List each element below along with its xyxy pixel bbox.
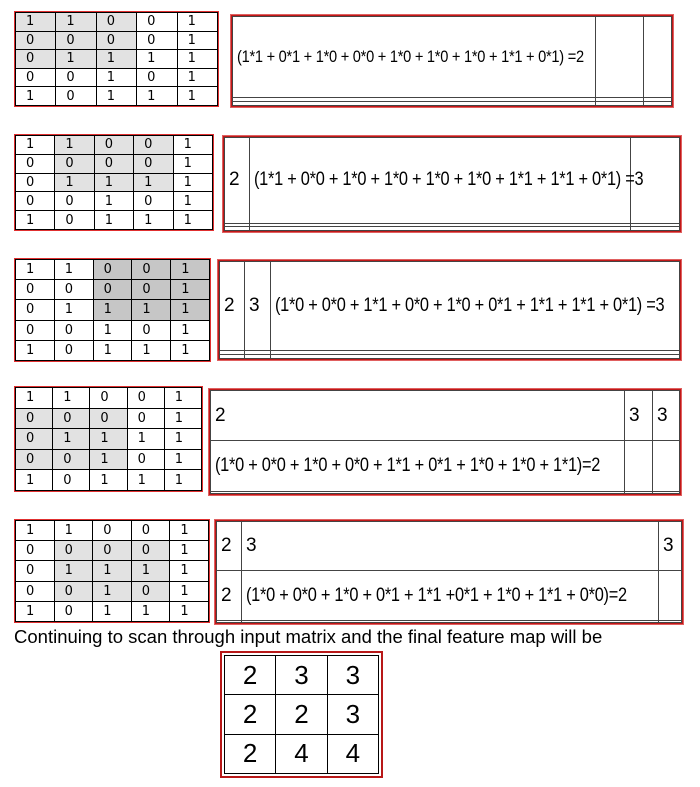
feature-map-step-4 — [209, 389, 681, 495]
cell: 0 — [93, 280, 132, 300]
cell: 1 — [16, 260, 55, 280]
cell: 1 — [96, 87, 136, 106]
final-cell: 2 — [225, 734, 276, 773]
cell: 0 — [137, 31, 177, 50]
cell: 0 — [127, 408, 164, 429]
cell: 1 — [137, 87, 177, 106]
feature-cell — [250, 138, 644, 224]
cell: 1 — [56, 13, 96, 32]
cell: 1 — [132, 300, 171, 320]
cell: 1 — [171, 260, 210, 280]
feature-cell — [211, 441, 625, 491]
calc-text: (1*1 + 0*0 + 1*0 + 1*0 + 1*0 + 1*0 + 1*1 + 1*1 + 0*1) =3 — [254, 169, 644, 191]
cell: 0 — [134, 154, 173, 173]
cell: 0 — [127, 449, 164, 470]
feature-map-step-3 — [218, 260, 681, 360]
cell: 1 — [93, 601, 132, 621]
cell: 1 — [164, 388, 201, 409]
cell: 1 — [54, 521, 93, 541]
cell: 1 — [177, 13, 217, 32]
feature-cell — [631, 227, 680, 231]
cell: 1 — [90, 449, 127, 470]
cell: 1 — [93, 300, 132, 320]
cell: 0 — [93, 521, 132, 541]
calc-text: (1*1 + 0*1 + 1*0 + 0*0 + 1*0 + 1*0 + 1*0 + 1*1 + 0*1) =2 — [237, 47, 584, 67]
cell: 0 — [16, 581, 55, 601]
cell: 0 — [93, 260, 132, 280]
feature-cell: 2 — [217, 522, 242, 571]
cell: 0 — [16, 31, 56, 50]
feature-cell — [211, 491, 625, 493]
cell: 0 — [16, 429, 53, 450]
cell: 1 — [54, 300, 93, 320]
cell: 1 — [177, 50, 217, 69]
feature-cell — [225, 227, 250, 231]
cell: 0 — [134, 136, 173, 155]
final-cell: 2 — [225, 695, 276, 734]
cell: 0 — [132, 320, 171, 340]
feature-cell: 3 — [653, 391, 680, 441]
cell: 1 — [171, 280, 210, 300]
feature-cell: 3 — [245, 262, 271, 351]
input-matrix-step-3 — [14, 258, 211, 362]
cell: 0 — [54, 541, 93, 561]
cell: 0 — [131, 521, 170, 541]
feature-cell — [653, 491, 680, 493]
cell: 1 — [170, 521, 209, 541]
input-matrix-step-5 — [14, 519, 210, 623]
cell: 1 — [90, 429, 127, 450]
cell: 0 — [94, 154, 133, 173]
cell: 1 — [54, 260, 93, 280]
feature-cell: 2 — [220, 262, 245, 351]
feature-cell — [217, 620, 242, 622]
cell: 1 — [90, 470, 127, 491]
cell: 1 — [93, 581, 132, 601]
cell: 0 — [96, 13, 136, 32]
cell: 1 — [171, 340, 210, 360]
cell: 1 — [16, 13, 56, 32]
cell: 1 — [54, 561, 93, 581]
cell: 1 — [173, 211, 212, 230]
cell: 1 — [164, 429, 201, 450]
cell: 0 — [132, 260, 171, 280]
cell: 1 — [96, 50, 136, 69]
cell: 0 — [53, 408, 90, 429]
cell: 0 — [55, 192, 94, 211]
final-cell: 3 — [327, 656, 378, 695]
cell: 0 — [54, 340, 93, 360]
final-cell: 4 — [276, 734, 327, 773]
cell: 1 — [16, 211, 55, 230]
cell: 1 — [127, 429, 164, 450]
calc-text: (1*0 + 0*0 + 1*0 + 0*1 + 1*1 +0*1 + 1*0 + 1*1 + 0*0)=2 — [246, 584, 627, 606]
cell: 0 — [131, 541, 170, 561]
cell: 1 — [173, 136, 212, 155]
cell: 1 — [53, 429, 90, 450]
feature-cell — [625, 491, 653, 493]
cell: 1 — [170, 581, 209, 601]
feature-cell — [242, 620, 659, 622]
cell: 0 — [54, 601, 93, 621]
cell: 0 — [134, 192, 173, 211]
cell: 0 — [16, 300, 55, 320]
cell: 0 — [54, 581, 93, 601]
feature-cell: 3 — [625, 391, 653, 441]
cell: 0 — [16, 50, 56, 69]
feature-cell — [233, 17, 596, 98]
cell: 0 — [55, 154, 94, 173]
feature-cell — [644, 102, 672, 106]
cell: 1 — [16, 601, 55, 621]
calc-text: (1*0 + 0*0 + 1*1 + 0*0 + 1*0 + 0*1 + 1*1 + 1*1 + 0*1) =3 — [275, 295, 665, 317]
cell: 1 — [16, 388, 53, 409]
feature-cell: 2 — [225, 138, 250, 224]
cell: 1 — [173, 154, 212, 173]
cell: 1 — [173, 192, 212, 211]
final-feature-map — [220, 651, 383, 778]
caption-text: Continuing to scan through input matrix and the final feature map will be — [14, 626, 603, 647]
cell: 0 — [56, 68, 96, 87]
cell: 1 — [94, 211, 133, 230]
feature-cell — [233, 102, 596, 106]
cell: 1 — [171, 300, 210, 320]
feature-cell: 2 — [217, 571, 242, 620]
cell: 0 — [93, 541, 132, 561]
cell: 0 — [16, 192, 55, 211]
feature-cell — [596, 17, 644, 98]
cell: 0 — [16, 68, 56, 87]
cell: 1 — [164, 449, 201, 470]
feature-cell — [245, 355, 271, 359]
cell: 0 — [56, 31, 96, 50]
cell: 1 — [127, 470, 164, 491]
cell: 0 — [54, 320, 93, 340]
input-matrix-step-2 — [14, 134, 214, 231]
cell: 0 — [55, 211, 94, 230]
cell: 1 — [164, 470, 201, 491]
cell: 1 — [171, 320, 210, 340]
cell: 0 — [96, 31, 136, 50]
feature-cell: 3 — [242, 522, 659, 571]
cell: 1 — [16, 87, 56, 106]
cell: 1 — [55, 173, 94, 192]
feature-map-step-5 — [215, 520, 683, 624]
cell: 0 — [137, 13, 177, 32]
cell: 1 — [170, 601, 209, 621]
feature-cell — [596, 102, 644, 106]
cell: 0 — [137, 68, 177, 87]
cell: 1 — [96, 68, 136, 87]
cell: 1 — [93, 561, 132, 581]
cell: 0 — [16, 541, 55, 561]
input-matrix-step-1 — [14, 11, 219, 107]
cell: 1 — [170, 541, 209, 561]
cell: 0 — [127, 388, 164, 409]
feature-cell — [220, 355, 245, 359]
cell: 0 — [132, 280, 171, 300]
feature-cell — [653, 441, 680, 491]
feature-cell — [644, 17, 672, 98]
feature-map-step-1 — [231, 15, 673, 107]
cell: 1 — [164, 408, 201, 429]
cell: 1 — [131, 601, 170, 621]
final-cell: 3 — [276, 656, 327, 695]
input-matrix-step-4 — [14, 386, 203, 492]
feature-map-step-2 — [223, 136, 681, 232]
cell: 1 — [94, 192, 133, 211]
final-cell: 2 — [276, 695, 327, 734]
feature-cell — [659, 620, 682, 622]
final-cell: 2 — [225, 656, 276, 695]
feature-cell — [271, 262, 680, 351]
cell: 0 — [54, 280, 93, 300]
cell: 1 — [137, 50, 177, 69]
cell: 1 — [177, 87, 217, 106]
feature-cell — [242, 571, 659, 620]
cell: 1 — [16, 521, 55, 541]
cell: 1 — [177, 31, 217, 50]
cell: 0 — [16, 280, 55, 300]
cell: 0 — [94, 136, 133, 155]
feature-cell — [271, 355, 680, 359]
final-cell: 4 — [327, 734, 378, 773]
calc-text: (1*0 + 0*0 + 1*0 + 0*0 + 1*1 + 0*1 + 1*0 + 1*0 + 1*1)=2 — [215, 455, 601, 477]
cell: 1 — [177, 68, 217, 87]
cell: 1 — [56, 50, 96, 69]
cell: 1 — [53, 388, 90, 409]
cell: 1 — [16, 470, 53, 491]
cell: 1 — [173, 173, 212, 192]
cell: 0 — [16, 408, 53, 429]
cell: 1 — [170, 561, 209, 581]
cell: 0 — [16, 173, 55, 192]
cell: 1 — [134, 211, 173, 230]
cell: 0 — [131, 581, 170, 601]
cell: 1 — [94, 173, 133, 192]
cell: 0 — [16, 154, 55, 173]
cell: 1 — [134, 173, 173, 192]
cell: 1 — [55, 136, 94, 155]
cell: 0 — [16, 449, 53, 470]
cell: 1 — [16, 340, 55, 360]
cell: 0 — [53, 449, 90, 470]
cell: 0 — [90, 408, 127, 429]
cell: 0 — [53, 470, 90, 491]
cell: 0 — [16, 320, 55, 340]
cell: 1 — [132, 340, 171, 360]
cell: 0 — [90, 388, 127, 409]
cell: 1 — [16, 136, 55, 155]
feature-cell: 3 — [659, 522, 682, 571]
cell: 0 — [16, 561, 55, 581]
cell: 1 — [93, 340, 132, 360]
feature-cell — [250, 227, 631, 231]
cell: 1 — [131, 561, 170, 581]
final-cell: 3 — [327, 695, 378, 734]
feature-cell: 2 — [211, 391, 625, 441]
cell: 1 — [93, 320, 132, 340]
cell: 0 — [56, 87, 96, 106]
